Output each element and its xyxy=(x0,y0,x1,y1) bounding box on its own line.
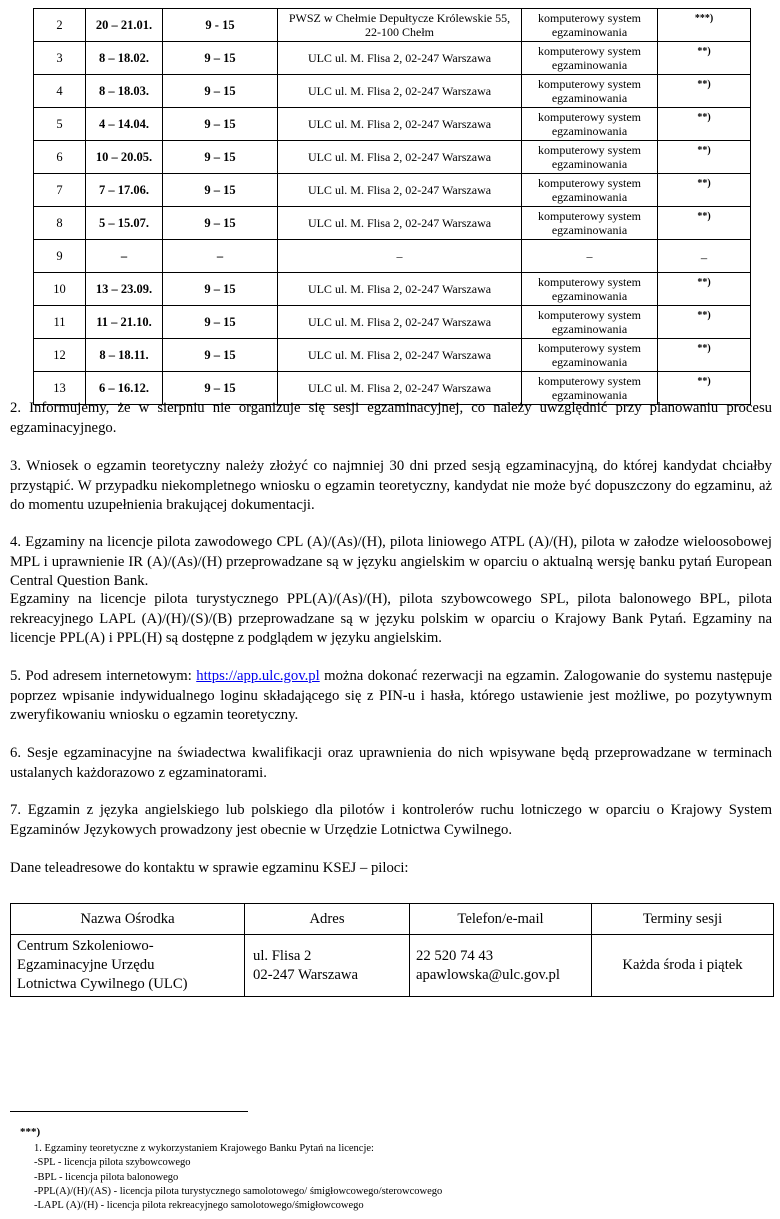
footnote-mark: ***) xyxy=(20,1126,41,1138)
session-dates: 5 – 15.07. xyxy=(86,207,163,240)
footnote-line: -BPL - licencja pilota balonowego xyxy=(34,1171,179,1183)
session-location: ULC ul. M. Flisa 2, 02-247 Warszawa xyxy=(278,141,522,174)
session-number: 9 xyxy=(34,240,86,273)
session-system: komputerowy system egzaminowania xyxy=(522,273,658,306)
center-name-line: Centrum Szkoleniowo- xyxy=(17,938,154,954)
session-hours: 9 – 15 xyxy=(163,174,278,207)
session-note: **) xyxy=(658,174,751,207)
session-number: 3 xyxy=(34,42,86,75)
reservation-text-after: można dokonać rezerwacji na egzamin. Zalogowanie do systemu następuje poprzez wpisanie indywidualnego loginu składającego się z PIN-u i hasła, którego ustawienie jest możliwe, po pozytywnym zweryfikowaniu wniosku o egzamin teoretyczny. xyxy=(10,668,772,723)
session-dates: 10 – 20.05. xyxy=(86,141,163,174)
session-dates: 7 – 17.06. xyxy=(86,174,163,207)
session-number: 13 xyxy=(34,372,86,405)
session-hours: 9 – 15 xyxy=(163,108,278,141)
session-note: – xyxy=(658,240,751,273)
session-note: **) xyxy=(658,75,751,108)
session-location: ULC ul. M. Flisa 2, 02-247 Warszawa xyxy=(278,108,522,141)
paragraph-professional-exams: 4. Egzaminy na licencje pilota zawodowego CPL (A)/(As)/(H), pilota liniowego ATPL (A)/(H), pilota w załodze wieloosobowej MPL i uprawnienie IR (A)/(As)/(H) przeprowadzane są w języku angielskim w oparciu o aktualną wersję banku pytań European Central Question Bank. xyxy=(10,534,772,589)
session-number: 2 xyxy=(34,9,86,42)
session-dates: – xyxy=(86,240,163,273)
footnote-line: 1. Egzaminy teoretyczne z wykorzystaniem Krajowego Banku Pytań na licencje: xyxy=(34,1143,374,1154)
session-row xyxy=(34,306,751,339)
center-name-cell xyxy=(11,935,245,997)
session-note: **) xyxy=(658,372,751,405)
session-note: **) xyxy=(658,141,751,174)
session-system: – xyxy=(522,240,658,273)
footnote-list xyxy=(34,1142,442,1213)
phone-number: 22 520 74 43 xyxy=(416,947,494,964)
session-note: **) xyxy=(658,108,751,141)
session-dates: 6 – 16.12. xyxy=(86,372,163,405)
session-row xyxy=(34,273,751,306)
session-location: – xyxy=(278,240,522,273)
session-terms-cell: Każda środa i piątek xyxy=(592,935,774,997)
session-number: 12 xyxy=(34,339,86,372)
paragraph-qualification-sessions: 6. Sesje egzaminacyjne na świadectwa kwalifikacji oraz uprawnienia do nich wpisywane będą przeprowadzane w terminach ustalanych każdorazowo z egzaminatorami. xyxy=(10,745,772,781)
sessions-table-body xyxy=(34,9,751,405)
session-row xyxy=(34,9,751,42)
session-hours: 9 – 15 xyxy=(163,207,278,240)
address-line: ul. Flisa 2 xyxy=(253,947,312,964)
session-hours: 9 – 15 xyxy=(163,141,278,174)
session-system: komputerowy system egzaminowania xyxy=(522,339,658,372)
paragraph-reservation xyxy=(10,667,772,726)
session-location: PWSZ w Chełmie Depułtycze Królewskie 55, 22-100 Chełm xyxy=(278,9,522,42)
header-phone-email: Telefon/e-mail xyxy=(410,904,592,935)
session-hours: – xyxy=(163,240,278,273)
session-system: komputerowy system egzaminowania xyxy=(522,174,658,207)
address-line: 02-247 Warszawa xyxy=(253,966,358,983)
session-location: ULC ul. M. Flisa 2, 02-247 Warszawa xyxy=(278,372,522,405)
center-name-line: Lotnictwa Cywilnego (ULC) xyxy=(17,976,188,992)
session-hours: 9 – 15 xyxy=(163,372,278,405)
session-hours: 9 – 15 xyxy=(163,339,278,372)
session-location: ULC ul. M. Flisa 2, 02-247 Warszawa xyxy=(278,75,522,108)
footnote-line: -LAPL (A)/(H) - licencja pilota rekreacyjnego samolotowego/śmigłowcowego xyxy=(34,1200,364,1212)
footnote-line: -SPL - licencja pilota szybowcowego xyxy=(34,1157,191,1169)
session-note: ***) xyxy=(658,9,751,42)
paragraph-recreational-exams: Egzaminy na licencje pilota turystycznego PPL(A)/(As)/(H), pilota szybowcowego SPL, pilota balonowego BPL, pilota rekreacyjnego LAPL (A)/(H)/(S)/(B) przeprowadzane są w języku polskim w oparciu o Krajowy Bank Pytań. Egzaminy na licencje PPL(A) i PPL(H) są dostępne z podglądem w języku angielskim. xyxy=(10,591,772,646)
session-note: **) xyxy=(658,273,751,306)
address-cell xyxy=(245,935,410,997)
session-note: **) xyxy=(658,339,751,372)
session-row xyxy=(34,207,751,240)
session-row xyxy=(34,75,751,108)
session-dates: 13 – 23.09. xyxy=(86,273,163,306)
footnote-line: -PPL(A)/(H)/(AS) - licencja pilota turystycznego samolotowego/ śmigłowcowego/sterowcowego xyxy=(34,1185,443,1197)
session-dates: 20 – 21.01. xyxy=(86,9,163,42)
session-hours: 9 – 15 xyxy=(163,42,278,75)
header-address: Adres xyxy=(245,904,410,935)
session-number: 8 xyxy=(34,207,86,240)
contact-header-row xyxy=(11,904,774,935)
session-number: 6 xyxy=(34,141,86,174)
session-system: komputerowy system egzaminowania xyxy=(522,9,658,42)
header-center-name: Nazwa Ośrodka xyxy=(11,904,245,935)
session-number: 10 xyxy=(34,273,86,306)
session-system: komputerowy system egzaminowania xyxy=(522,108,658,141)
session-location: ULC ul. M. Flisa 2, 02-247 Warszawa xyxy=(278,306,522,339)
session-system: komputerowy system egzaminowania xyxy=(522,306,658,339)
session-note: **) xyxy=(658,42,751,75)
session-hours: 9 – 15 xyxy=(163,306,278,339)
session-system: komputerowy system egzaminowania xyxy=(522,75,658,108)
paragraph-language-exam: 7. Egzamin z języka angielskiego lub polskiego dla pilotów i kontrolerów ruchu lotniczego w oparciu o Krajowy System Egzaminów Językowych prowadzony jest obecnie w Urzędzie Lotnictwa Cywilnego. xyxy=(10,802,772,838)
paragraph-august-info: 2. Informujemy, że w sierpniu nie organizuje się sesji egzaminacyjnej, co należy uwzględnić przy planowaniu procesu egzaminacyjnego. xyxy=(10,400,772,436)
session-location: ULC ul. M. Flisa 2, 02-247 Warszawa xyxy=(278,42,522,75)
session-dates: 11 – 21.10. xyxy=(86,306,163,339)
contact-intro: Dane teleadresowe do kontaktu w sprawie egzaminu KSEJ – piloci: xyxy=(10,860,409,876)
session-hours: 9 – 15 xyxy=(163,75,278,108)
session-dates: 8 – 18.11. xyxy=(86,339,163,372)
session-number: 5 xyxy=(34,108,86,141)
session-location: ULC ul. M. Flisa 2, 02-247 Warszawa xyxy=(278,339,522,372)
contact-table xyxy=(10,903,774,997)
session-system: komputerowy system egzaminowania xyxy=(522,207,658,240)
session-dates: 4 – 14.04. xyxy=(86,108,163,141)
session-row xyxy=(34,108,751,141)
session-location: ULC ul. M. Flisa 2, 02-247 Warszawa xyxy=(278,174,522,207)
center-name-line: Egzaminacyjne Urzędu xyxy=(17,957,155,973)
phone-email-cell xyxy=(410,935,592,997)
session-row xyxy=(34,42,751,75)
email-address: apawlowska@ulc.gov.pl xyxy=(416,966,560,983)
session-number: 11 xyxy=(34,306,86,339)
reservation-text-before: 5. Pod adresem internetowym: xyxy=(10,668,197,684)
header-session-terms: Terminy sesji xyxy=(592,904,774,935)
session-location: ULC ul. M. Flisa 2, 02-247 Warszawa xyxy=(278,273,522,306)
session-note: **) xyxy=(658,207,751,240)
session-note: **) xyxy=(658,306,751,339)
session-row xyxy=(34,339,751,372)
session-hours: 9 - 15 xyxy=(163,9,278,42)
session-row xyxy=(34,141,751,174)
session-dates: 8 – 18.03. xyxy=(86,75,163,108)
paragraph-application-deadline: 3. Wniosek o egzamin teoretyczny należy złożyć co najmniej 30 dni przed sesją egzaminacyjną, do której kandydat chciałby przystąpić. W przypadku niekompletnego wniosku o egzamin teoretyczny, kandydat nie może być dopuszczony do egzaminu, aż do momentu uzupełnienia brakującej dokumentacji. xyxy=(10,458,772,513)
reservation-link[interactable]: https://app.ulc.gov.pl xyxy=(196,668,320,684)
session-location: ULC ul. M. Flisa 2, 02-247 Warszawa xyxy=(278,207,522,240)
session-system: komputerowy system egzaminowania xyxy=(522,141,658,174)
session-number: 4 xyxy=(34,75,86,108)
session-hours: 9 – 15 xyxy=(163,273,278,306)
sessions-table xyxy=(33,8,751,405)
contact-row xyxy=(11,935,774,997)
session-system: komputerowy system egzaminowania xyxy=(522,372,658,405)
session-number: 7 xyxy=(34,174,86,207)
session-row xyxy=(34,174,751,207)
session-dates: 8 – 18.02. xyxy=(86,42,163,75)
session-row xyxy=(34,240,751,273)
footnote-separator xyxy=(10,1111,248,1112)
session-system: komputerowy system egzaminowania xyxy=(522,42,658,75)
